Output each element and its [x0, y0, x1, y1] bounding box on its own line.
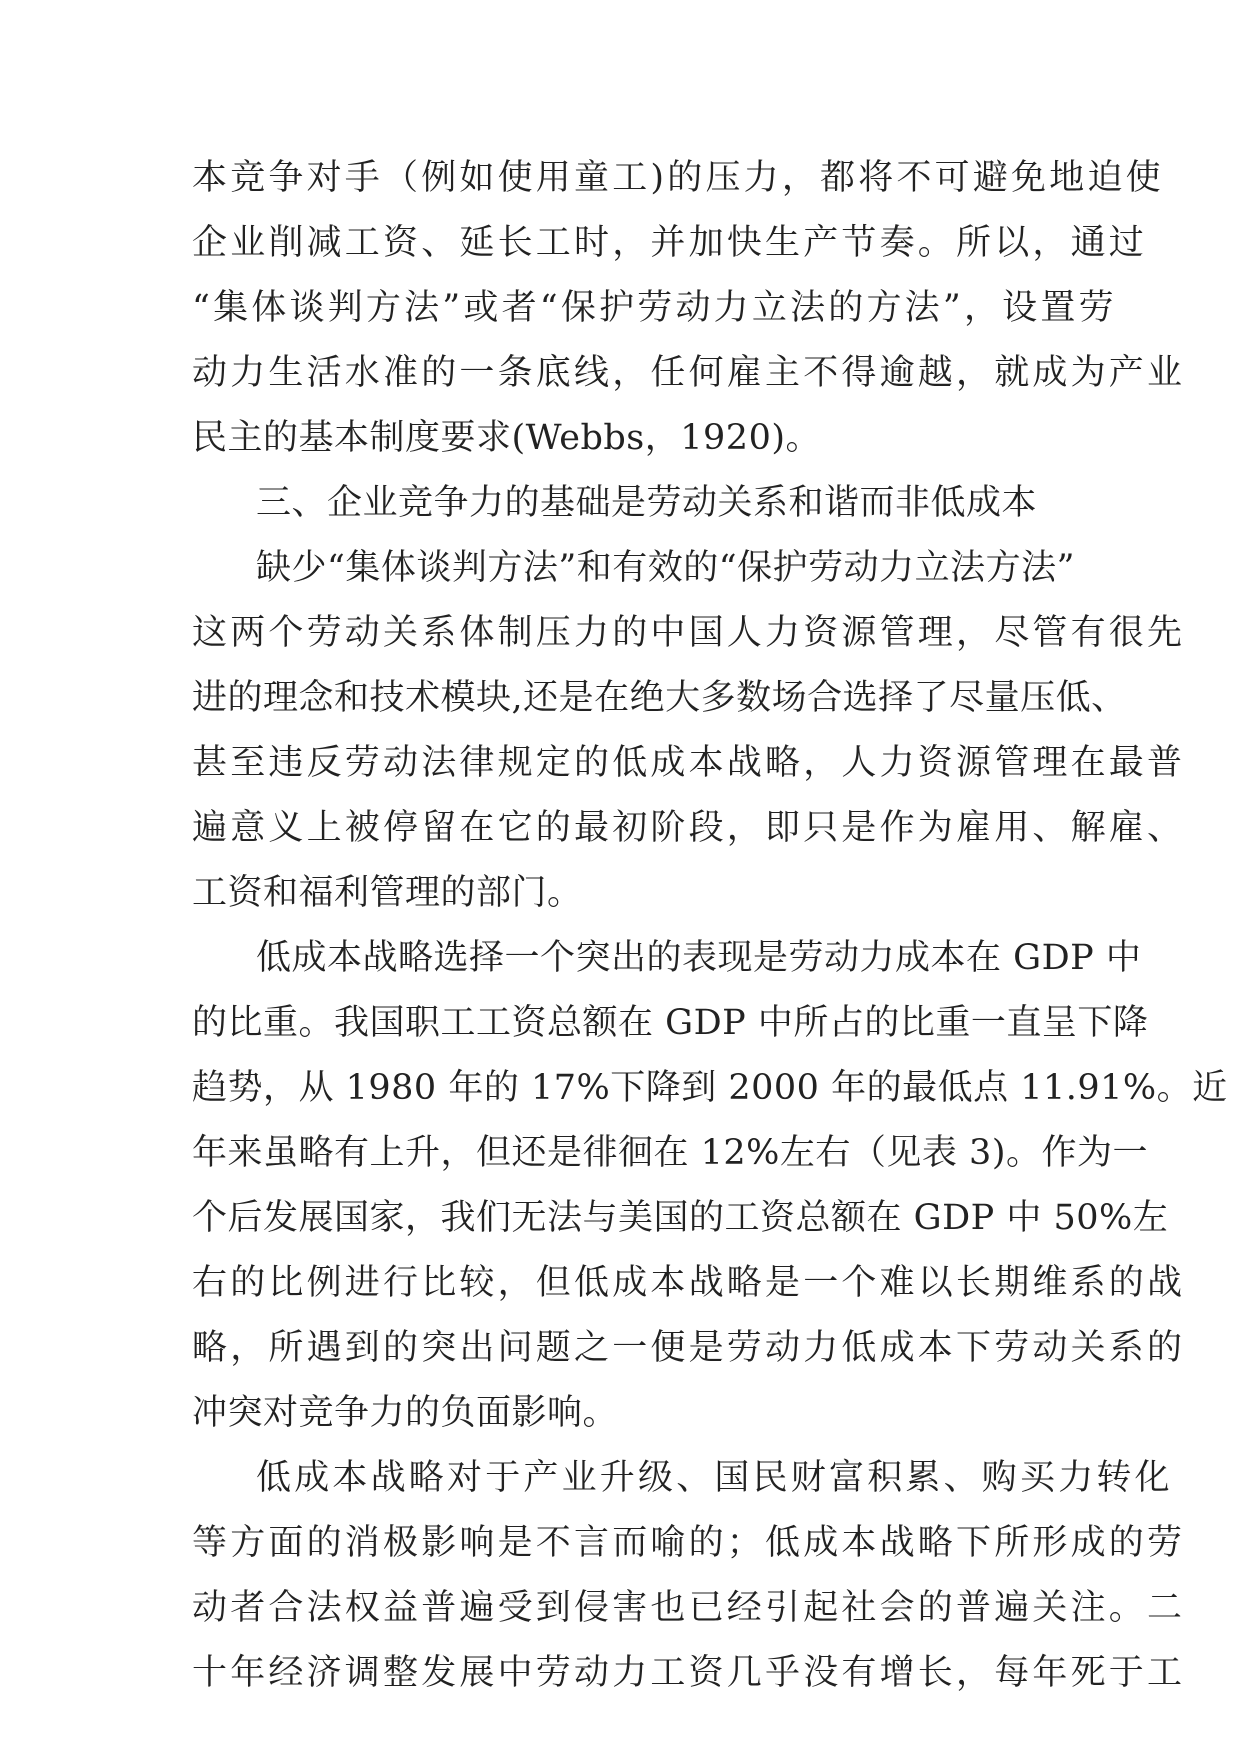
- text-line: 个后发展国家，我们无法与美国的工资总额在 GDP 中 50%左: [192, 1198, 1169, 1238]
- text-line: 遍意义上被停留在它的最初阶段，即只是作为雇用、解雇、: [192, 808, 1186, 848]
- text-line: 民主的基本制度要求(Webbs，1920)。: [192, 418, 821, 458]
- text-line: 动者合法权益普遍受到侵害也已经引起社会的普遍关注。二: [192, 1588, 1186, 1628]
- text-line: 动力生活水准的一条底线，任何雇主不得逾越，就成为产业: [192, 353, 1186, 393]
- text-line: 的比重。我国职工工资总额在 GDP 中所占的比重一直呈下降: [192, 1003, 1149, 1043]
- paragraph-first-line: 缺少“集体谈判方法”和有效的“保护劳动力立法方法”: [256, 548, 1076, 588]
- text-line: 甚至违反劳动法律规定的低成本战略，人力资源管理在最普: [192, 743, 1186, 783]
- section-heading: 三、企业竞争力的基础是劳动关系和谐而非低成本: [256, 483, 1038, 523]
- paragraph-first-line: 低成本战略选择一个突出的表现是劳动力成本在 GDP 中: [256, 938, 1142, 978]
- text-line: 年来虽略有上升，但还是徘徊在 12%左右（见表 3)。作为一: [192, 1133, 1148, 1173]
- text-line: 工资和福利管理的部门。: [192, 873, 583, 913]
- text-line: 企业削减工资、延长工时，并加快生产节奏。所以，通过: [192, 223, 1148, 263]
- text-line: 等方面的消极影响是不言而喻的；低成本战略下所形成的劳: [192, 1523, 1186, 1563]
- text-line: 略，所遇到的突出问题之一便是劳动力低成本下劳动关系的: [192, 1328, 1186, 1368]
- text-line: 右的比例进行比较，但低成本战略是一个难以长期维系的战: [192, 1263, 1186, 1303]
- text-line: 趋势，从 1980 年的 17%下降到 2000 年的最低点 11.91%。近: [192, 1068, 1228, 1108]
- text-line: 十年经济调整发展中劳动力工资几乎没有增长，每年死于工: [192, 1653, 1186, 1693]
- text-line: 这两个劳动关系体制压力的中国人力资源管理，尽管有很先: [192, 613, 1186, 653]
- paragraph-first-line: 低成本战略对于产业升级、国民财富积累、购买力转化: [256, 1458, 1173, 1498]
- text-line: “集体谈判方法”或者“保护劳动力立法的方法”，设置劳: [192, 288, 1117, 328]
- text-line: 冲突对竞争力的负面影响。: [192, 1393, 619, 1433]
- text-line: 本竞争对手（例如使用童工)的压力，都将不可避免地迫使: [192, 158, 1164, 198]
- text-line: 进的理念和技术模块,还是在绝大多数场合选择了尽量压低、: [192, 678, 1127, 718]
